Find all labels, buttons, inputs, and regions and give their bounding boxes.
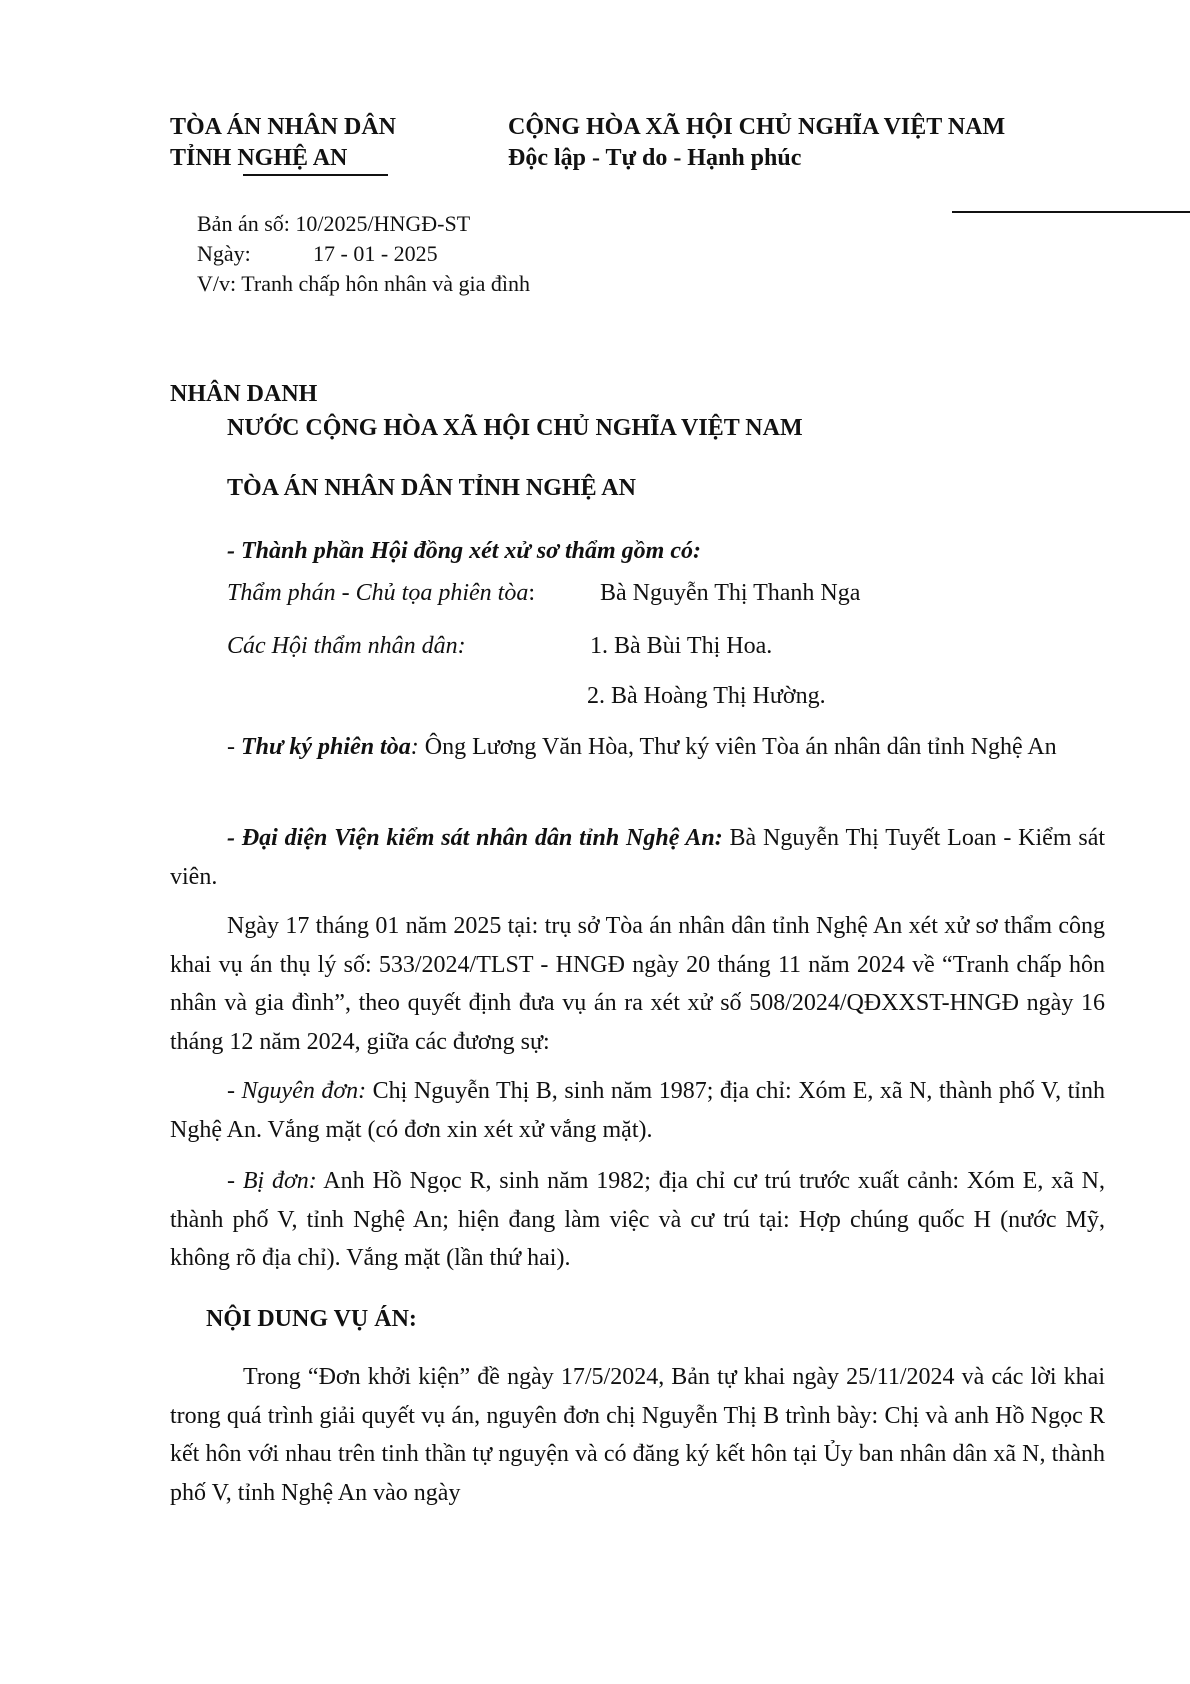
assessor-2: 2. Bà Hoàng Thị Hường.	[587, 683, 826, 709]
court-name-line1: TÒA ÁN NHÂN DÂN	[170, 114, 397, 140]
hearing-paragraph: Ngày 17 tháng 01 năm 2025 tại: trụ sở Tòa án nhân dân tỉnh Nghệ An xét xử sơ thẩm công khai vụ án thụ lý số: 533/2024/TLST - HNGĐ ngày 20 tháng 11 năm 2024 về “Tranh chấp hôn nhân và gia đình”, theo quyết định đưa vụ án ra xét xử số 508/2024/QĐXXST-HNGĐ ngày 16 tháng 12 năm 2024, giữa các đương sự:	[170, 913, 1105, 1055]
case-content-heading: NỘI DUNG VỤ ÁN:	[206, 1306, 417, 1332]
in-the-name-of: NHÂN DANH	[170, 381, 318, 407]
defendant-paragraph	[170, 1162, 1105, 1278]
motto-underline	[952, 211, 1190, 213]
assessors-label: Các Hội thẩm nhân dân:	[227, 633, 466, 659]
court-name-line2: TỈNH NGHỆ AN	[170, 145, 348, 171]
secretary-paragraph	[170, 728, 1105, 767]
case-content-paragraph: Trong “Đơn khởi kiện” đề ngày 17/5/2024, Bản tự khai ngày 25/11/2024 và các lời khai trong quá trình giải quyết vụ án, nguyên đơn chị Nguyễn Thị B trình bày: Chị và anh Hồ Ngọc R kết hôn với nhau trên tinh thần tự nguyện và có đăng ký kết hôn tại Ủy ban nhân dân xã N, thành phố V, tỉnh Nghệ An vào ngày	[170, 1364, 1105, 1506]
judge-name: Bà Nguyễn Thị Thanh Nga	[600, 580, 861, 606]
secretary-prefix: -	[227, 734, 241, 760]
secretary-text: Ông Lương Văn Hòa, Thư ký viên Tòa án nhân dân tỉnh Nghệ An	[418, 734, 1057, 760]
judge-line	[227, 580, 535, 607]
defendant-label: Bị đơn:	[242, 1168, 317, 1194]
judge-colon: :	[528, 580, 536, 606]
court-title: TÒA ÁN NHÂN DÂN TỈNH NGHỆ AN	[227, 475, 636, 501]
republic-title: NƯỚC CỘNG HÒA XÃ HỘI CHỦ NGHĨA VIỆT NAM	[227, 415, 803, 441]
case-date-value: 17 - 01 - 2025	[313, 241, 438, 266]
plaintiff-text: Chị Nguyễn Thị B, sinh năm 1987; địa chỉ: Xóm E, xã N, thành phố V, tỉnh Nghệ An. Vắng mặt (có đơn xin xét xử vắng mặt).	[170, 1078, 1105, 1143]
national-title: CỘNG HÒA XÃ HỘI CHỦ NGHĨA VIỆT NAM	[508, 114, 1006, 140]
panel-heading: - Thành phần Hội đồng xét xử sơ thẩm gồm có:	[227, 538, 701, 564]
plaintiff-paragraph	[170, 1072, 1105, 1149]
secretary-label: Thư ký phiên tòa	[241, 734, 411, 760]
procuracy-label: - Đại diện Viện kiểm sát nhân dân tỉnh Nghệ An:	[227, 825, 723, 851]
court-name-underline	[243, 174, 388, 176]
case-date-label: Ngày:	[197, 241, 251, 266]
assessor-1: 1. Bà Bùi Thị Hoa.	[590, 633, 773, 659]
judge-label: Thẩm phán - Chủ tọa phiên tòa	[227, 580, 529, 606]
secretary-colon: :	[410, 734, 419, 760]
case-number: Bản án số: 10/2025/HNGĐ-ST	[197, 211, 471, 236]
plaintiff-label: Nguyên đơn:	[241, 1078, 367, 1104]
plaintiff-prefix: -	[227, 1078, 242, 1104]
procuracy-text: Bà Nguyễn Thị Tuyết Loan - Kiểm sát viên.	[170, 825, 1106, 890]
case-subject: V/v: Tranh chấp hôn nhân và gia đình	[197, 271, 531, 296]
national-motto: Độc lập - Tự do - Hạnh phúc	[508, 145, 802, 171]
defendant-text: Anh Hồ Ngọc R, sinh năm 1982; địa chỉ cư trú trước xuất cảnh: Xóm E, xã N, thành phố V, tỉnh Nghệ An; hiện đang làm việc và cư trú tại: Hợp chúng quốc H (nước Mỹ, không rõ địa chỉ). Vắng mặt (lần thứ hai).	[170, 1168, 1105, 1271]
defendant-prefix: -	[227, 1168, 243, 1194]
procuracy-paragraph	[170, 819, 1105, 896]
